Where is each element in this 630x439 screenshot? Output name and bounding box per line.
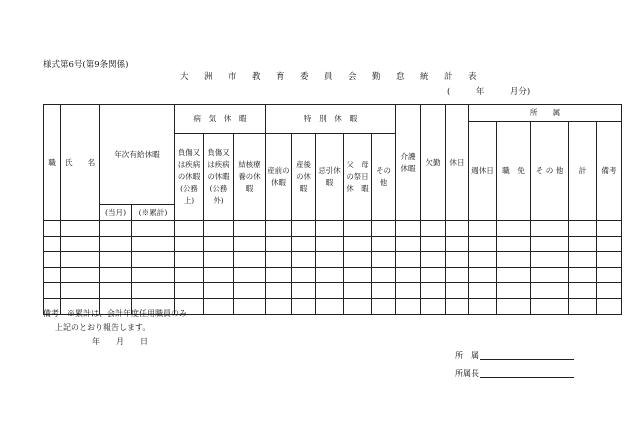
table-cell[interactable] — [204, 298, 234, 314]
table-cell[interactable] — [292, 267, 316, 283]
period-label: ( 年 月分) — [447, 87, 531, 97]
table-cell[interactable] — [44, 283, 61, 299]
table-cell[interactable] — [372, 236, 396, 252]
table-cell[interactable] — [569, 298, 597, 314]
header-shukyu: 週休日 — [469, 122, 497, 221]
table-cell[interactable] — [497, 298, 531, 314]
table-cell[interactable] — [497, 283, 531, 299]
form-number: 様式第6号(第9条関係) — [43, 60, 129, 70]
table-cell[interactable] — [531, 221, 569, 237]
table-cell[interactable] — [100, 252, 132, 268]
table-cell[interactable] — [292, 283, 316, 299]
table-cell[interactable] — [266, 252, 292, 268]
table-cell[interactable] — [396, 283, 421, 299]
table-cell[interactable] — [292, 236, 316, 252]
table-cell[interactable] — [469, 283, 497, 299]
table-cell[interactable] — [531, 252, 569, 268]
table-cell[interactable] — [421, 236, 446, 252]
table-cell[interactable] — [497, 252, 531, 268]
table-cell[interactable] — [204, 283, 234, 299]
report-statement: 上記のとおり報告します。 — [55, 323, 151, 332]
header-sonota2: そ の 他 — [531, 122, 569, 221]
header-shoku: 職 — [44, 105, 61, 221]
table-cell[interactable] — [204, 221, 234, 237]
header-kyujitsu: 休日 — [446, 105, 469, 221]
table-cell[interactable] — [316, 283, 344, 299]
table-cell[interactable] — [569, 267, 597, 283]
table-cell[interactable] — [569, 236, 597, 252]
table-cell[interactable] — [469, 252, 497, 268]
table-cell[interactable] — [396, 267, 421, 283]
table-cell[interactable] — [344, 298, 372, 314]
page-title: 大 洲 市 教 育 委 員 会 勤 怠 統 計 表 — [180, 72, 483, 82]
header-sango: 産後の休暇 — [292, 134, 316, 221]
table-cell[interactable] — [292, 252, 316, 268]
table-cell[interactable] — [344, 221, 372, 237]
table-cell[interactable] — [61, 236, 100, 252]
table-cell[interactable] — [597, 221, 622, 237]
header-shozoku: 所 属 — [469, 105, 622, 122]
table-cell[interactable] — [204, 267, 234, 283]
table-cell[interactable] — [396, 221, 421, 237]
attendance-table — [43, 104, 622, 315]
header-ruikei: (※累計) — [132, 205, 175, 221]
table-cell[interactable] — [132, 252, 175, 268]
table-cell[interactable] — [175, 267, 204, 283]
table-cell[interactable] — [446, 267, 469, 283]
table-cell[interactable] — [344, 267, 372, 283]
table-cell[interactable] — [234, 252, 266, 268]
table-cell[interactable] — [597, 236, 622, 252]
header-byoki: 病 気 休 暇 — [175, 105, 266, 134]
table-cell[interactable] — [597, 252, 622, 268]
header-shimei: 氏 名 — [61, 105, 100, 221]
table-cell[interactable] — [497, 236, 531, 252]
header-touki: (当月) — [100, 205, 132, 221]
table-cell[interactable] — [316, 267, 344, 283]
table-cell[interactable] — [316, 298, 344, 314]
table-cell[interactable] — [446, 298, 469, 314]
table-cell[interactable] — [569, 221, 597, 237]
table-cell[interactable] — [100, 267, 132, 283]
signature-shozokucho-label: 所属長 — [455, 369, 479, 378]
header-biko: 備考 — [597, 122, 622, 221]
table-row — [44, 267, 622, 283]
table-cell[interactable] — [175, 252, 204, 268]
table-cell[interactable] — [531, 267, 569, 283]
table-cell[interactable] — [446, 236, 469, 252]
table-cell[interactable] — [446, 283, 469, 299]
table-row — [44, 221, 622, 237]
table-cell[interactable] — [372, 221, 396, 237]
table-cell[interactable] — [372, 283, 396, 299]
table-cell[interactable] — [61, 221, 100, 237]
table-cell[interactable] — [497, 221, 531, 237]
table-cell[interactable] — [61, 283, 100, 299]
table-row — [44, 252, 622, 268]
table-cell[interactable] — [234, 283, 266, 299]
table-cell[interactable] — [316, 252, 344, 268]
table-cell[interactable] — [531, 298, 569, 314]
table-cell[interactable] — [469, 267, 497, 283]
table-cell[interactable] — [292, 298, 316, 314]
table-cell[interactable] — [497, 267, 531, 283]
header-kaigo: 介護休暇 — [396, 105, 421, 221]
table-cell[interactable] — [316, 221, 344, 237]
table-cell[interactable] — [44, 221, 61, 237]
header-fubo: 父 母の祭日休 暇 — [344, 134, 372, 221]
table-cell[interactable] — [569, 283, 597, 299]
table-cell[interactable] — [396, 298, 421, 314]
header-koumu: 負傷又は疾病の休暇(公務上) — [175, 134, 204, 221]
table-cell[interactable] — [234, 267, 266, 283]
header-shokumen: 職 免 — [497, 122, 531, 221]
table-cell[interactable] — [531, 283, 569, 299]
table-cell[interactable] — [316, 236, 344, 252]
table-cell[interactable] — [469, 221, 497, 237]
table-cell[interactable] — [597, 298, 622, 314]
table-cell[interactable] — [344, 236, 372, 252]
table-cell[interactable] — [372, 298, 396, 314]
table-cell[interactable] — [175, 221, 204, 237]
table-cell[interactable] — [597, 283, 622, 299]
table-cell[interactable] — [175, 283, 204, 299]
table-cell[interactable] — [100, 283, 132, 299]
table-cell[interactable] — [569, 252, 597, 268]
table-cell[interactable] — [469, 298, 497, 314]
table-cell[interactable] — [266, 221, 292, 237]
header-kekkaku: 結核療養の休暇 — [234, 134, 266, 221]
table-cell[interactable] — [204, 236, 234, 252]
report-date: 年 月 日 — [92, 337, 148, 346]
table-cell[interactable] — [132, 283, 175, 299]
table-cell[interactable] — [44, 267, 61, 283]
table-cell[interactable] — [44, 236, 61, 252]
table-cell[interactable] — [396, 236, 421, 252]
table-cell[interactable] — [175, 236, 204, 252]
table-cell[interactable] — [469, 236, 497, 252]
table-cell[interactable] — [44, 252, 61, 268]
table-cell[interactable] — [421, 221, 446, 237]
signature-shozoku-line[interactable] — [480, 359, 574, 360]
table-cell[interactable] — [234, 236, 266, 252]
table-cell[interactable] — [344, 252, 372, 268]
table-cell[interactable] — [266, 298, 292, 314]
table-cell[interactable] — [100, 236, 132, 252]
signature-shozokucho-line[interactable] — [480, 377, 574, 378]
table-cell[interactable] — [266, 267, 292, 283]
table-cell[interactable] — [132, 221, 175, 237]
table-cell[interactable] — [61, 252, 100, 268]
header-kekkin: 欠勤 — [421, 105, 446, 221]
table-cell[interactable] — [446, 252, 469, 268]
table-cell[interactable] — [396, 252, 421, 268]
table-cell[interactable] — [234, 221, 266, 237]
header-kibiki: 忌引休暇 — [316, 134, 344, 221]
remarks-note: 備考 ※累計は、会計年度任用職員のみ — [43, 309, 187, 318]
table-cell[interactable] — [421, 252, 446, 268]
header-koumugai: 負傷又は疾病の休暇(公務外) — [204, 134, 234, 221]
table-cell[interactable] — [372, 252, 396, 268]
table-cell[interactable] — [421, 283, 446, 299]
table-cell[interactable] — [344, 283, 372, 299]
table-cell[interactable] — [234, 298, 266, 314]
header-sanzen: 産前の休暇 — [266, 134, 292, 221]
table-cell[interactable] — [372, 267, 396, 283]
table-cell[interactable] — [421, 267, 446, 283]
table-row — [44, 283, 622, 299]
table-cell[interactable] — [421, 298, 446, 314]
table-cell[interactable] — [100, 221, 132, 237]
table-cell[interactable] — [266, 283, 292, 299]
table-cell[interactable] — [132, 236, 175, 252]
table-cell[interactable] — [292, 221, 316, 237]
header-tokubetsu: 特 別 休 暇 — [266, 105, 396, 134]
header-sonota1: その他 — [372, 134, 396, 221]
table-cell[interactable] — [597, 267, 622, 283]
table-cell[interactable] — [446, 221, 469, 237]
table-cell[interactable] — [266, 236, 292, 252]
table-cell[interactable] — [61, 267, 100, 283]
table-cell[interactable] — [531, 236, 569, 252]
signature-shozoku-label: 所 属 — [455, 351, 479, 360]
header-nenji: 年次有給休暇 — [100, 105, 175, 205]
table-cell[interactable] — [132, 267, 175, 283]
header-kei: 計 — [569, 122, 597, 221]
table-cell[interactable] — [204, 252, 234, 268]
table-row — [44, 236, 622, 252]
